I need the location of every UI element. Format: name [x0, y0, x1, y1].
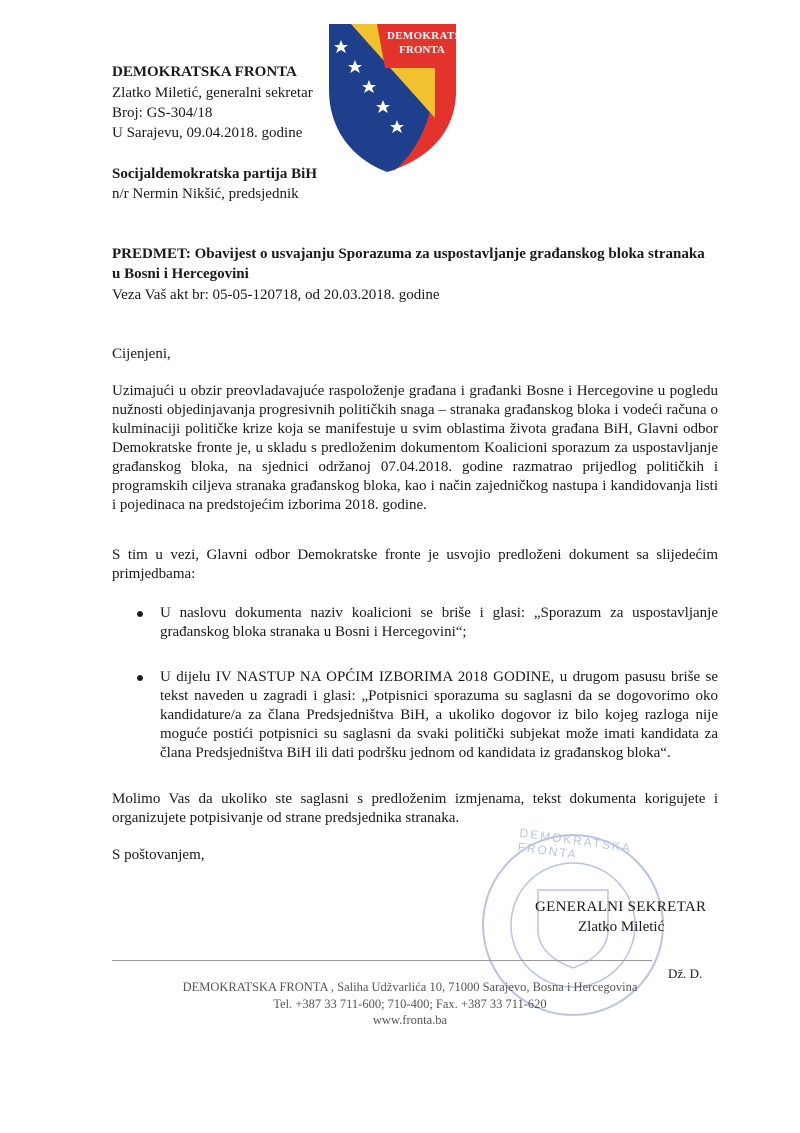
footer-phone: Tel. +387 33 711-600; 710-400; Fax. +387 33 711-620 [273, 997, 547, 1011]
logo-line-2: FRONTA [399, 44, 445, 56]
logo [325, 20, 479, 175]
salutation: Cijenjeni, [112, 346, 171, 362]
sender-ref: Broj: GS-304/18 [112, 105, 213, 121]
closing: S poštovanjem, [112, 847, 205, 863]
bullet-item-2: U dijelu IV NASTUP NA OPĆIM IZBORIMA 2018 GODINE, u drugom pasusu briše se tekst naveden u zagradi i glasi: „Potpisnici sporazuma su saglasni da se dogovorimo oko kandidature/a za člana Predsjedništva BiH, a ukoliko dogovor iz bilo kojeg razloga nije moguće postići potpisnici su saglasni da svaki politički subjekat može imati kandidata za člana Predsjedništva BiH ili dati podršku jednom od kandidata iz građanskog bloka“. [160, 669, 718, 761]
logo-line-1: DEMOKRATSKA [387, 30, 479, 42]
subject-reference: Veza Vaš akt br: 05-05-120718, od 20.03.2018. godine [112, 287, 440, 303]
footer-website[interactable]: www.fronta.ba [372, 1013, 448, 1027]
subject-line-1: PREDMET: Obavijest o usvajanju Sporazuma za uspostavljanje građanskog bloka stranaka [112, 246, 705, 262]
recipient-person: n/r Nermin Nikšić, predsjednik [112, 186, 299, 202]
signature-title: GENERALNI SEKRETAR [535, 899, 707, 915]
sender-place-date: U Sarajevu, 09.04.2018. godine [112, 125, 303, 141]
sender-org: DEMOKRATSKA FRONTA [112, 64, 297, 80]
bullet-dot-1 [137, 611, 143, 617]
paragraph-2: S tim u vezi, Glavni odbor Demokratske fronte je usvojio predloženi dokument sa slijedećim primjedbama: [112, 547, 718, 582]
bullet-dot-2 [137, 675, 143, 681]
paragraph-3: Molimo Vas da ukoliko ste saglasni s predloženim izmjenama, tekst dokumenta korigujete i organizujete potpisivanje od strane predsjednika stranaka. [112, 791, 718, 826]
footer-divider [112, 960, 652, 961]
recipient-org: Socijaldemokratska partija BiH [112, 166, 317, 182]
signature-name: Zlatko Miletić [578, 919, 665, 935]
subject-line-2: u Bosni i Hercegovini [112, 266, 249, 282]
signature-initials: Dž. D. [668, 966, 703, 981]
stamp-text: DEMOKRATSKA FRONTA [516, 825, 633, 862]
sender-person: Zlatko Miletić, generalni sekretar [112, 85, 313, 101]
paragraph-1: Uzimajući u obzir preovladavajuće raspoloženje građana i građanki Bosne i Hercegovine u pogledu nužnosti objedinjavanja progresivnih političkih snaga – stranaka građanskog bloka i vodeći računa o kulminaciji političke krize koja se manifestuje u svim oblastima života građana BiH, Glavni odbor Demokratske fronte je, u skladu s predloženim dokumentom Koalicioni sporazum za uspostavljanje građanskog bloka, na sjednici održanoj 07.04.2018. godine razmatrao prijedlog političkih i programskih ciljeva stranaka građanskog bloka, kao i način zajedničkog nastupa i kandidovanja listi i pojedinaca na predstojećim izborima 2018. godine. [112, 383, 718, 513]
bullet-item-1: U naslovu dokumenta naziv koalicioni se briše i glasi: „Sporazum za uspostavljanje građanskog bloka stranaka u Bosni i Hercegovini“; [160, 605, 718, 640]
footer-address: DEMOKRATSKA FRONTA , Saliha Udžvarlića 10, 71000 Sarajevo, Bosna i Hercegovina [182, 980, 638, 994]
